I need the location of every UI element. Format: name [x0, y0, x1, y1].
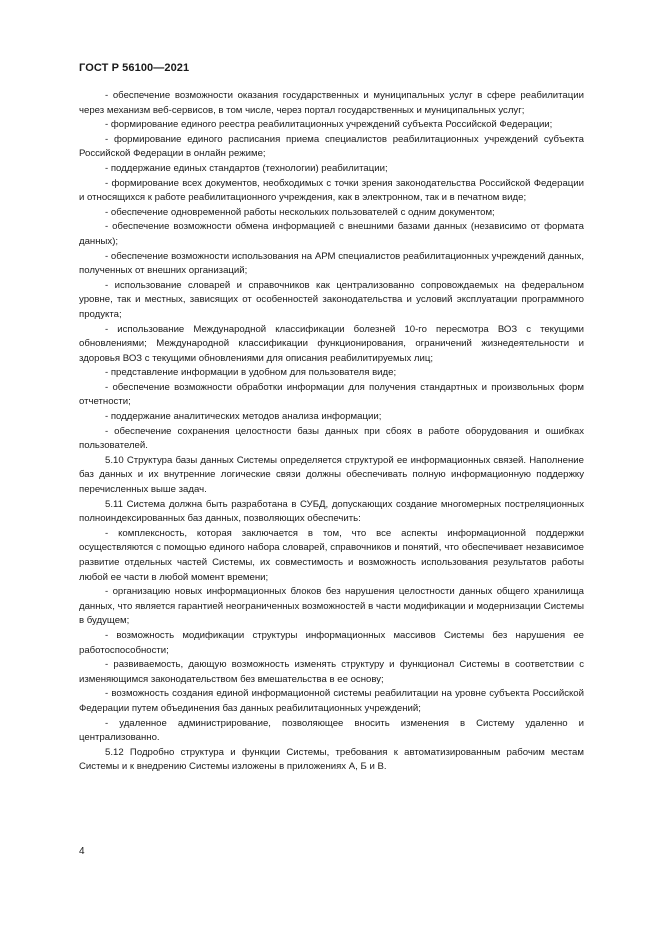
- paragraph: - возможность создания единой информационной системы реабилитации на уровне субъекта Российской Федерации путем объединения баз данных реабилитационных учреждений;: [79, 688, 584, 714]
- paragraph: - обеспечение возможности использования на АРМ специалистов реабилитационных учреждений данных, полученных от внешних организаций;: [79, 250, 584, 277]
- paragraph: - обеспечение возможности оказания государственных и муниципальных услуг в сфере реабилитации через механизм веб-сервисов, в том числе, через портал государственных и муниципальных услуг;: [79, 90, 584, 116]
- paragraph: - использование Международной классификации болезней 10-го пересмотра ВОЗ с текущими обновлениями; Международной классификации функционирования, ограничений жизнедеятельности и здоровья ВОЗ с текущими обновлениями для описания реабилитируемых лиц;: [79, 323, 584, 364]
- paragraph: - обеспечение одновременной работы нескольких пользователей с одним документом;: [105, 206, 495, 218]
- document-body: [79, 89, 584, 775]
- paragraph: - возможность модификации структуры информационных массивов Системы без нарушения ее работоспособности;: [79, 629, 584, 656]
- paragraph: - удаленное администрирование, позволяющее вносить изменения в Систему удаленно и централизованно.: [79, 717, 584, 744]
- paragraph: - формирование единого расписания приема специалистов реабилитационных учреждений субъекта Российской Федерации в онлайн режиме;: [79, 133, 584, 160]
- paragraph: - обеспечение сохранения целостности базы данных при сбоях в работе оборудования и ошибках пользователей.: [79, 425, 584, 452]
- paragraph: - обеспечение возможности обработки информации для получения стандартных и произвольных форм отчетности;: [79, 381, 584, 408]
- document-header-standard: ГОСТ Р 56100—2021: [79, 62, 190, 74]
- paragraph: - поддержание единых стандартов (технологии) реабилитации;: [105, 162, 388, 174]
- paragraph: - комплексность, которая заключается в том, что все аспекты информационной поддержки осуществляются с помощью единого набора словарей, справочников и понятий, что обеспечивает независимое развитие отдельных частей Системы, их совместимость и возможность использования результатов работы любой ее части в любой момент времени;: [79, 527, 584, 583]
- paragraph: - использование словарей и справочников как централизованно сопровождаемых на федеральном уровне, так и местных, зависящих от особенностей законодательства и условий эксплуатации программного продукта;: [79, 279, 584, 320]
- paragraph: - формирование всех документов, необходимых с точки зрения законодательства Российской Федерации и относящихся к работе реабилитационного учреждения, как в электронном, так и в печатном виде;: [79, 177, 584, 204]
- paragraph: - формирование единого реестра реабилитационных учреждений субъекта Российской Федерации;: [105, 119, 553, 131]
- paragraph: - представление информации в удобном для пользователя виде;: [105, 367, 397, 379]
- paragraph: - организацию новых информационных блоков без нарушения целостности данных общего хранилища данных, что является гарантией неограниченных возможностей в части модификации и модернизации Системы в будущем;: [79, 586, 584, 627]
- paragraph: 5.11 Система должна быть разработана в СУБД, допускающих создание многомерных постреляционных полноиндексированных баз данных, позволяющих обеспечить:: [79, 498, 584, 525]
- page-number: 4: [79, 846, 85, 857]
- paragraph: - поддержание аналитических методов анализа информации;: [105, 411, 382, 423]
- paragraph: - обеспечение возможности обмена информацией с внешними базами данных (независимо от формата данных);: [79, 221, 584, 247]
- paragraph: 5.10 Структура базы данных Системы определяется структурой ее информационных связей. Наполнение баз данных и их внутренние логические связи должны обеспечивать полную информационную поддержку перечисленных выше задач.: [79, 454, 584, 496]
- paragraph: 5.12 Подробно структура и функции Системы, требования к автоматизированным рабочим местам Системы и к внедрению Системы изложены в приложениях А, Б и В.: [79, 746, 584, 773]
- paragraph: - развиваемость, дающую возможность изменять структуру и функционал Системы в соответствии с изменяющимся законодательством без вмешательства в ее основу;: [79, 659, 584, 685]
